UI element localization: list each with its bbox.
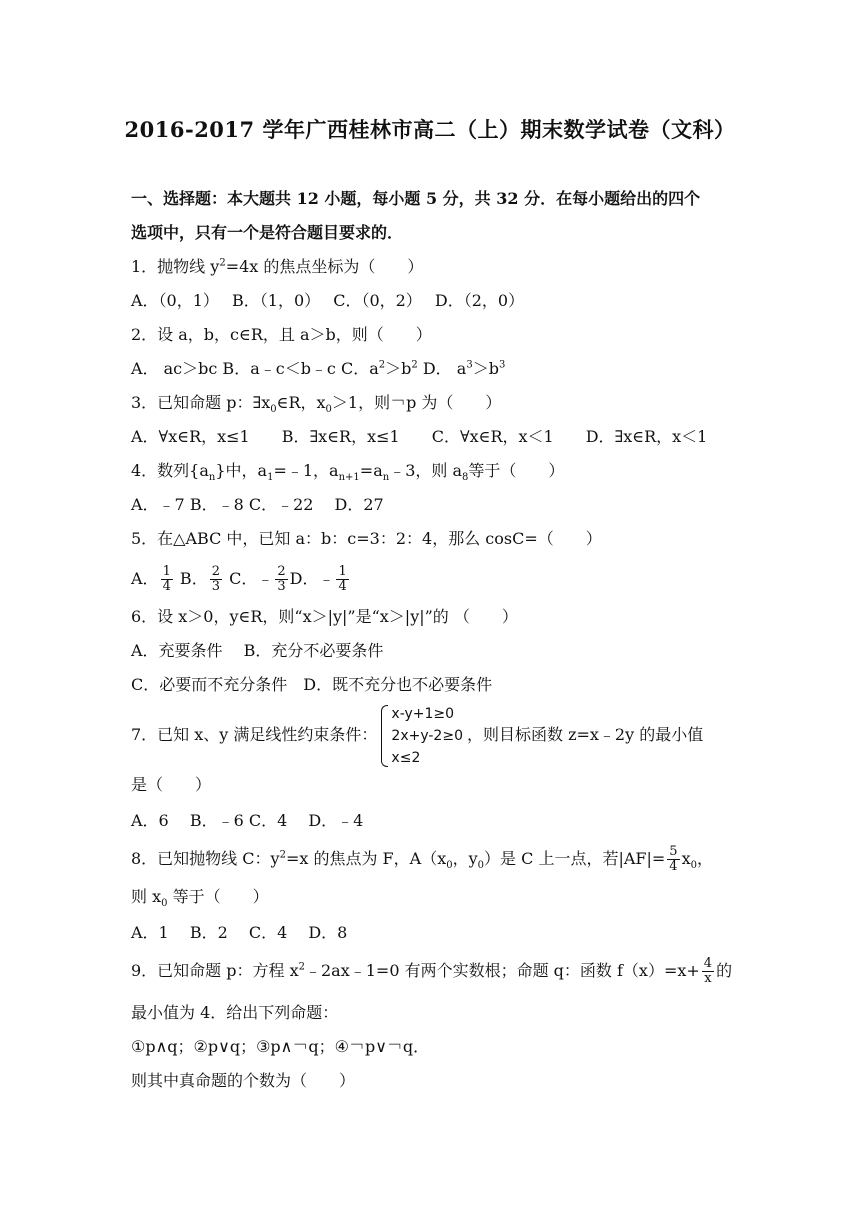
question-9-line2: 最小值为 4．给出下列命题： — [131, 1003, 339, 1022]
question-9-line3: ①p∧q；②p∨q；③p∧￢q；④￢p∨￢q． — [131, 1037, 430, 1056]
fraction: $\frac{2}{3}$ — [211, 564, 220, 594]
question-9-line4: 则其中真命题的个数为（ ） — [131, 1071, 356, 1090]
question-1-options: A．（0，1） B．（1，0） C．（0，2） D．（2，0） — [131, 291, 525, 310]
question-3: 3．已知命题 p：$\exists x_0\in R$，$x_0>1$，则￢p 为（ ） — [131, 393, 502, 416]
section-heading-line2: 选项中，只有一个是符合题目要求的． — [131, 223, 404, 242]
question-2-options: A． ac＞bc B．a﹣c＜b﹣c C．$a^2>b^2$ D． $a^3>b^3$ — [131, 359, 506, 378]
fraction: $\frac{4}{x}$ — [703, 956, 713, 986]
question-7: 7．已知 x、y 满足线性约束条件： x-y+1≥0 2x+y-2≥0 x≤2 ，则目标函数 z=x﹣2y 的最小值 — [131, 700, 703, 770]
question-3-options: A．∀x∈R，x≤1 B．∃x∈R，x≤1 C．∀x∈R，x＜1 D．∃x∈R，x＜1 — [131, 427, 708, 446]
fraction: $\frac{1}{4}$ — [338, 564, 347, 594]
question-2: 2．设 a，b，c∈R，且 a＞b，则（ ） — [131, 325, 432, 344]
question-6: 6．设 x＞0，y∈R，则“x＞|y|”是“x＞|y|”的 （ ） — [131, 607, 518, 626]
question-8: 8．已知抛物线 C：$y^2=x$ 的焦点为 F，$A(x_0$，$y_0$）是 C 上一点，若|AF|= $\frac{5}{4}$ $x_0$， — [131, 844, 713, 874]
question-5-options: A． $\frac{1}{4}$ B． $\frac{2}{3}$ C．﹣ $\frac{2}{3}$ D．﹣ $\frac{1}{4}$ — [131, 564, 347, 594]
question-6-options-2: C．必要而不充分条件 D．既不充分也不必要条件 — [131, 675, 493, 694]
question-7-line2: 是（ ） — [131, 775, 212, 794]
question-6-options-1: A．充要条件 B．充分不必要条件 — [131, 641, 384, 660]
fraction: $\frac{5}{4}$ — [669, 844, 678, 874]
question-9: 9．已知命题 p：方程 $x^2﹣2ax﹣1=0$ 有两个实数根；命题 q：函数 f（x）=x+ $\frac{4}{x}$ 的 — [131, 956, 733, 986]
question-4: 4．数列$\{a_n\}$中，$a_1=﹣1$，$a_{n+1}=a_n﹣3$，则 $a_8$等于（ ） — [131, 461, 565, 484]
fraction: $\frac{1}{4}$ — [162, 564, 171, 594]
question-7-options: A．6 B．﹣6 C．4 D．﹣4 — [131, 811, 364, 830]
question-8-options: A．1 B．2 C．4 D．8 — [131, 923, 348, 942]
exam-title: 2016-2017 学年广西桂林市高二（上）期末数学试卷（文科） — [124, 117, 736, 142]
question-8-line2: 则 $x_0$ 等于（ ） — [131, 887, 269, 910]
fraction: $\frac{2}{3}$ — [277, 564, 286, 594]
constraint-system: x-y+1≥0 2x+y-2≥0 x≤2 — [381, 703, 463, 769]
question-5: 5．在△ABC 中，已知 a：b：c=3：2：4，那么 cosC=（ ） — [131, 529, 602, 548]
question-4-options: A．﹣7 B．﹣8 C．﹣22 D．27 — [131, 495, 384, 514]
section-heading-line1: 一、选择题：本大题共 12 小题，每小题 5 分，共 32 分．在每小题给出的四个 — [131, 189, 701, 208]
question-1: 1．抛物线 $y^2=4x$ 的焦点坐标为（ ） — [131, 257, 424, 276]
